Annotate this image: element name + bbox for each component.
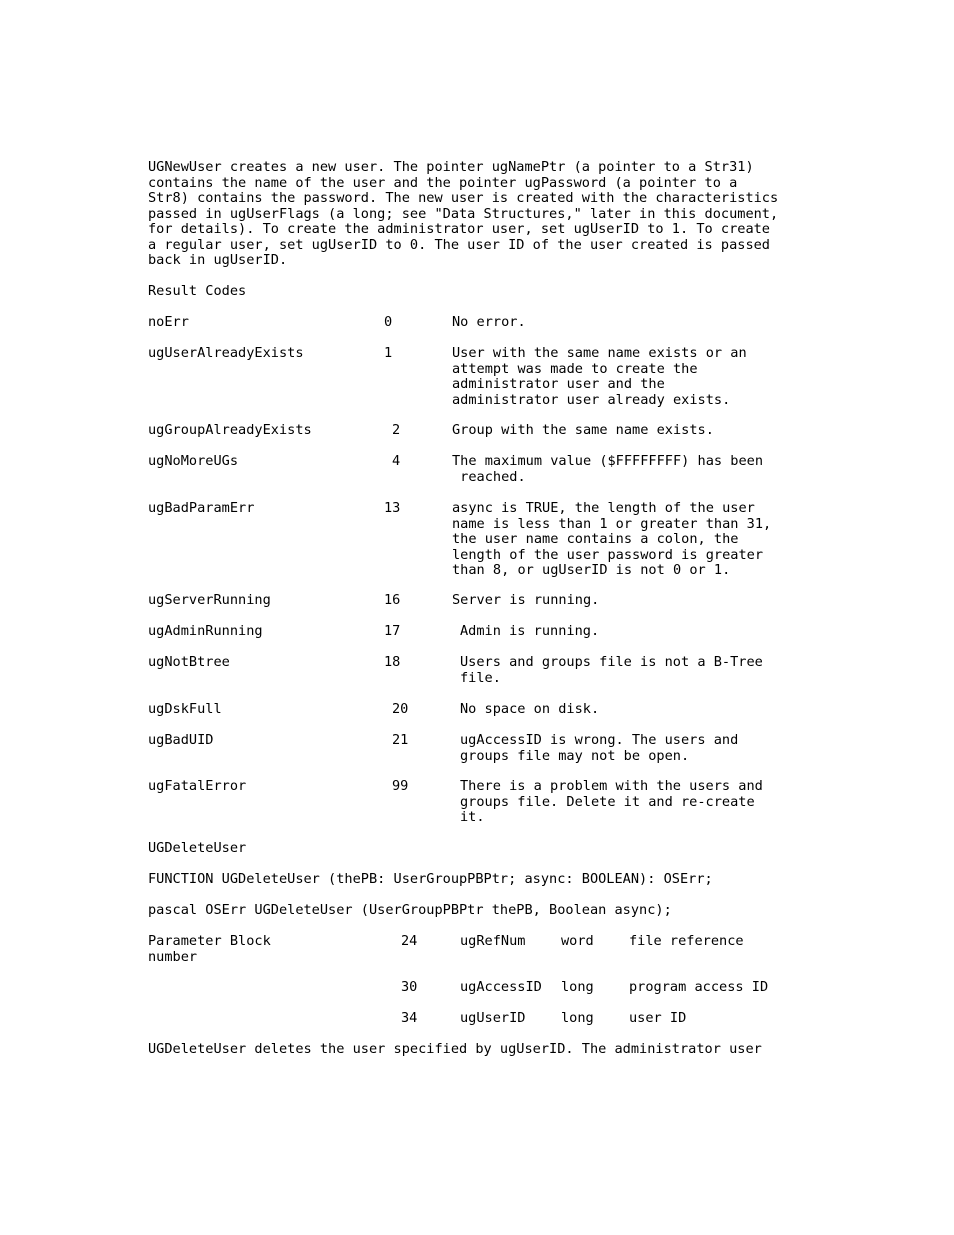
result-code-name: ugNoMoreUGs	[148, 453, 239, 469]
param-offset: 34	[401, 1010, 418, 1026]
param-name: ugRefNum	[460, 933, 526, 949]
result-code-name: ugDskFull	[148, 701, 222, 717]
param-description: user ID	[629, 1010, 687, 1026]
result-code-value: 20	[392, 701, 409, 717]
param-type: word	[561, 933, 594, 949]
result-code-value: 2	[392, 422, 401, 438]
c-declaration: pascal OSErr UGDeleteUser (UserGroupPBPtr thePB, Boolean async);	[148, 902, 672, 918]
param-name: ugAccessID	[460, 979, 542, 995]
param-offset: 30	[401, 979, 418, 995]
intro-line: passed in ugUserFlags (a long; see "Data Structures," later in this document,	[148, 205, 779, 222]
parameter-block-label: Parameter Block	[148, 933, 271, 949]
trailing-paragraph: UGDeleteUser deletes the user specified by ugUserID. The administrator user	[148, 1041, 762, 1057]
result-code-description: file.	[460, 669, 501, 686]
result-code-name: ugGroupAlreadyExists	[148, 422, 312, 438]
result-code-description: No space on disk.	[460, 701, 600, 717]
result-code-description: User with the same name exists or an	[452, 345, 747, 361]
result-code-description: attempt was made to create the	[452, 360, 698, 377]
result-codes-heading: Result Codes	[148, 283, 247, 299]
result-code-description: it.	[460, 809, 485, 825]
result-code-description: than 8, or ugUserID is not 0 or 1.	[452, 562, 731, 578]
result-code-description: groups file. Delete it and re-create	[460, 793, 755, 810]
param-name: ugUserID	[460, 1010, 526, 1026]
result-code-description: administrator user and the	[452, 376, 665, 392]
intro-line: contains the name of the user and the pointer ugPassword (a pointer to a	[148, 174, 738, 191]
result-code-description: Group with the same name exists.	[452, 422, 714, 438]
result-code-description: the user name contains a colon, the	[452, 531, 739, 547]
result-code-description: groups file may not be open.	[460, 747, 690, 764]
result-code-name: ugAdminRunning	[148, 623, 263, 639]
result-code-name: ugUserAlreadyExists	[148, 345, 304, 361]
param-description: file reference	[629, 933, 744, 949]
result-code-value: 16	[384, 592, 401, 608]
intro-line: a regular user, set ugUserID to 0. The user ID of the user created is passed	[148, 236, 770, 253]
param-type: long	[561, 1010, 594, 1026]
section-heading: UGDeleteUser	[148, 840, 247, 856]
param-description-wrap: number	[148, 948, 198, 965]
result-code-name: ugBadParamErr	[148, 500, 255, 516]
result-code-name: ugFatalError	[148, 778, 247, 794]
result-code-description: Server is running.	[452, 592, 600, 608]
result-code-value: 99	[392, 778, 409, 794]
param-type: long	[561, 979, 594, 995]
result-code-description: Admin is running.	[460, 623, 600, 639]
result-code-description: There is a problem with the users and	[460, 778, 763, 794]
result-code-value: 17	[384, 623, 401, 639]
result-code-description: length of the user password is greater	[452, 546, 763, 563]
intro-line: back in ugUserID.	[148, 252, 288, 268]
result-code-description: No error.	[452, 314, 526, 330]
result-code-value: 18	[384, 654, 401, 670]
result-code-value: 1	[384, 345, 393, 361]
result-code-name: ugServerRunning	[148, 592, 271, 608]
result-code-value: 0	[384, 314, 393, 330]
result-code-description: async is TRUE, the length of the user	[452, 500, 755, 516]
result-code-description: The maximum value ($FFFFFFFF) has been	[452, 453, 763, 469]
result-code-name: noErr	[148, 314, 189, 330]
result-code-description: reached.	[452, 468, 526, 485]
pascal-declaration: FUNCTION UGDeleteUser (thePB: UserGroupPBPtr; async: BOOLEAN): OSErr;	[148, 871, 713, 887]
result-code-description: name is less than 1 or greater than 31,	[452, 515, 772, 532]
intro-line: for details). To create the administrator user, set ugUserID to 1. To create	[148, 221, 770, 237]
result-code-description: ugAccessID is wrong. The users and	[460, 732, 739, 748]
result-code-name: ugBadUID	[148, 732, 214, 748]
result-code-description: Users and groups file is not a B-Tree	[460, 654, 763, 670]
result-code-value: 21	[392, 732, 409, 748]
intro-line: Str8) contains the password. The new user is created with the characteristics	[148, 190, 779, 206]
param-description: program access ID	[629, 979, 769, 995]
param-offset: 24	[401, 933, 418, 949]
result-code-description: administrator user already exists.	[452, 391, 731, 408]
result-code-value: 4	[392, 453, 401, 469]
result-code-name: ugNotBtree	[148, 654, 230, 670]
intro-line: UGNewUser creates a new user. The pointer ugNamePtr (a pointer to a Str31)	[148, 159, 754, 175]
result-code-value: 13	[384, 500, 401, 516]
